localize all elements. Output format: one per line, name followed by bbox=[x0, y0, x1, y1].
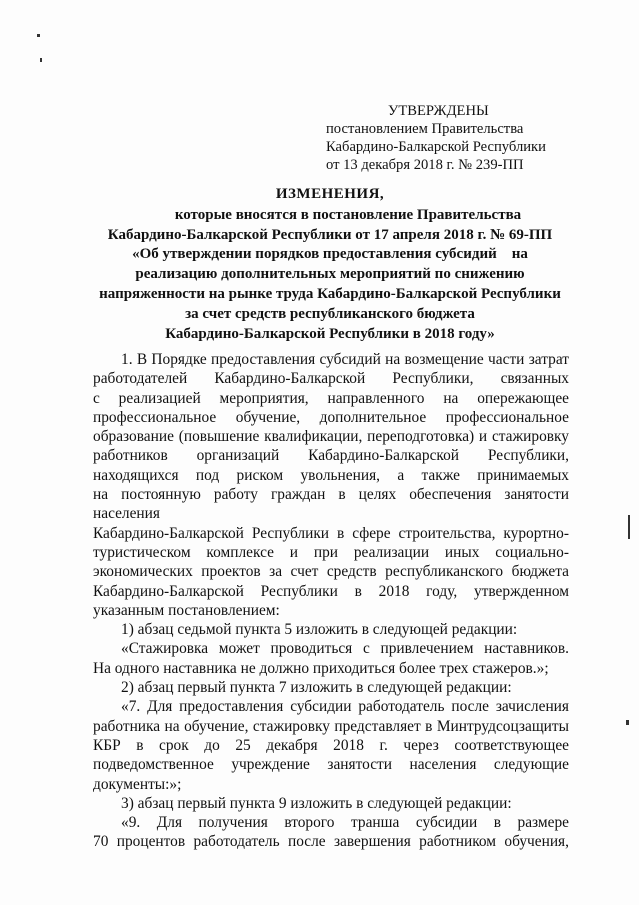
body-line: работников организаций Кабардино-Балкарской Республики, bbox=[93, 447, 569, 465]
body-line: подведомственное учреждение занятости населения следующие bbox=[93, 756, 569, 774]
body-line: на постоянную работу граждан в целях обеспечения занятости населения bbox=[93, 486, 569, 523]
body-line: указанным постановлением: bbox=[93, 601, 280, 619]
body-line: Кабардино-Балкарской Республики в 2018 году, утвержденном bbox=[93, 582, 569, 600]
body-line: 1) абзац седьмой пункта 5 изложить в следующей редакции: bbox=[121, 621, 518, 639]
body-line: документы:»; bbox=[93, 775, 182, 793]
document-heading bbox=[80, 185, 580, 344]
body-line: «9. Для получения второго транша субсидии в размере bbox=[121, 814, 569, 832]
heading-title: ИЗМЕНЕНИЯ, bbox=[275, 186, 385, 202]
body-line: КБР в срок до 25 декабря 2018 г. через соответствующее bbox=[93, 736, 569, 754]
body-line: находящихся под риском увольнения, а также принимаемых bbox=[93, 466, 569, 484]
body-line: 2) абзац первый пункта 7 изложить в следующей редакции: bbox=[121, 679, 512, 697]
approval-stamp bbox=[326, 102, 566, 174]
heading-line: Кабардино-Балкарской Республики в 2018 году» bbox=[165, 325, 495, 342]
body-line: профессиональное обучение, дополнительное профессиональное bbox=[93, 408, 569, 426]
body-line: Кабардино-Балкарской Республики в сфере строительства, курортно- bbox=[93, 524, 569, 542]
approval-line: Кабардино-Балкарской Республики bbox=[326, 139, 546, 155]
body-line: 3) абзац первый пункта 9 изложить в следующей редакции: bbox=[121, 794, 512, 812]
heading-line: за счет средств республиканского бюджета bbox=[185, 305, 475, 322]
scan-speck bbox=[37, 34, 40, 37]
body-line: образование (повышение квалификации, переподготовка) и стажировку bbox=[93, 428, 569, 446]
scan-speck bbox=[628, 515, 630, 539]
body-line: На одного наставника не должно приходиться более трех стажеров.»; bbox=[93, 659, 549, 677]
heading-line: напряженности на рынке труда Кабардино-Балкарской Республики bbox=[99, 285, 561, 302]
body-line: работника на обучение, стажировку представляет в Минтрудсоцзащиты bbox=[93, 717, 569, 735]
body-line: с реализацией мероприятия, направленного на опережающее bbox=[93, 389, 569, 407]
body-line: 1. В Порядке предоставления субсидий на возмещение части затрат bbox=[121, 351, 569, 368]
heading-line: которые вносятся в постановление Правительства bbox=[174, 206, 522, 223]
scan-speck bbox=[626, 720, 629, 725]
body-line: туристическом комплексе и при реализации иных социально- bbox=[93, 543, 569, 561]
heading-line: Кабардино-Балкарской Республики от 17 апреля 2018 г. № 69-ПП bbox=[107, 226, 553, 243]
heading-line: реализацию дополнительных мероприятий по снижению bbox=[135, 266, 525, 283]
approval-line: постановлением Правительства bbox=[326, 121, 524, 137]
scan-speck bbox=[40, 58, 42, 62]
body-line: 70 процентов работодатель после завершения работником обучения, bbox=[93, 833, 569, 851]
body-line: «7. Для предоставления субсидии работодатель после зачисления bbox=[121, 698, 569, 716]
body-line: экономических проектов за счет средств республиканского бюджета bbox=[93, 563, 569, 581]
approval-title: УТВЕРЖДЕНЫ bbox=[388, 103, 489, 119]
heading-line: «Об утверждении порядков предоставления субсидий на bbox=[132, 246, 528, 263]
document-body bbox=[93, 350, 569, 852]
body-line: «Стажировка может проводиться с привлечением наставников. bbox=[121, 640, 569, 658]
approval-line: от 13 декабря 2018 г. № 239-ПП bbox=[326, 157, 524, 173]
body-line: работодателей Кабардино-Балкарской Республики, связанных bbox=[93, 370, 569, 388]
